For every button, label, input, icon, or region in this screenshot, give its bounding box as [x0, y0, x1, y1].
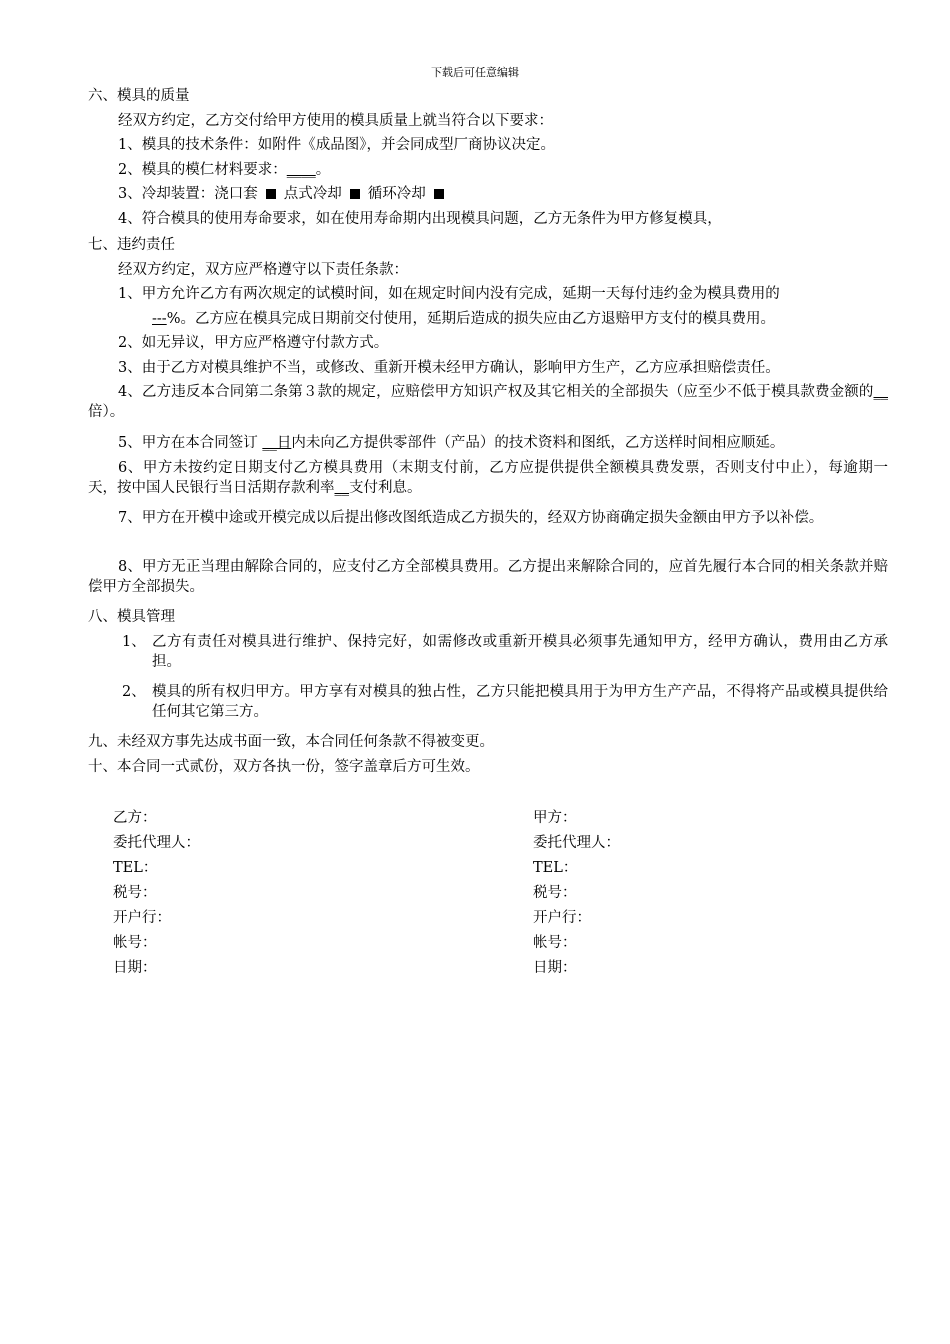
- section-7-intro: 经双方约定，双方应严格遵守以下责任条款：: [118, 262, 408, 278]
- item-6-text: 6、甲方未按约定日期支付乙方模具费用（末期支付前，乙方应提供提供全额模具费发票，否则支付中止），每逾期一天，按中国人民银行当日活期存款利率: [88, 460, 888, 496]
- section-8-item-2: 模具的所有权归甲方。甲方享有对模具的独占性，乙方只能把模具用于为甲方生产产品，不得将产品或模具提供给任何其它第三方。: [152, 684, 888, 720]
- filled-checkbox-icon: [266, 189, 276, 199]
- item-1-rest: %。乙方应在模具完成日期前交付使用，延期后造成的损失应由乙方退赔甲方支付的模具费用。: [166, 311, 775, 327]
- filled-checkbox-icon: [434, 189, 444, 199]
- sign-right-party: 甲方：: [533, 810, 577, 826]
- section-7-item-3: 3、由于乙方对模具维护不当，或修改、重新开模未经甲方确认，影响甲方生产，乙方应承担赔偿责任。: [118, 360, 780, 376]
- sign-left-bank: 开户行：: [113, 910, 171, 926]
- sign-left-agent: 委托代理人：: [113, 835, 200, 851]
- section-6-item-4: 4、符合模具的使用寿命要求，如在使用寿命期内出现模具问题，乙方无条件为甲方修复模具，: [118, 211, 722, 227]
- sign-right-bank: 开户行：: [533, 910, 591, 926]
- section-6-item-1: 1、模具的技术条件：如附件《成品图》，并会同成型厂商协议决定。: [118, 137, 555, 153]
- section-8-title: 八、模具管理: [88, 609, 175, 625]
- section-8-item-2-number: 2、: [122, 684, 146, 700]
- section-6-item-3: [118, 184, 918, 204]
- section-7-title: 七、违约责任: [88, 237, 175, 253]
- section-6-item-2: [118, 160, 918, 180]
- section-7-item-1-line-2: [152, 309, 950, 329]
- sign-left-tel: TEL：: [113, 860, 158, 876]
- option-spot-cooling: 点式冷却: [283, 186, 342, 202]
- sign-right-tel: TEL：: [533, 860, 578, 876]
- section-7-item-4: [88, 382, 888, 422]
- filled-checkbox-icon: [350, 189, 360, 199]
- sign-right-date: 日期：: [533, 960, 577, 976]
- section-7-item-1-line-1: 1、甲方允许乙方有两次规定的试模时间，如在规定时间内没有完成，延期一天每付违约金为模具费用的: [118, 286, 780, 302]
- item-3-label: 3、冷却装置：: [118, 186, 215, 202]
- section-6-intro: 经双方约定，乙方交付给甲方使用的模具质量上就当符合以下要求：: [118, 113, 553, 129]
- section-6-title: 六、模具的质量: [88, 88, 190, 104]
- item-2-text: 2、模具的模仁材料要求：: [118, 162, 287, 178]
- option-sprue-bush: 浇口套: [214, 186, 258, 202]
- section-7-item-7: 7、甲方在开模中途或开模完成以后提出修改图纸造成乙方损失的，经双方协商确定损失金额由甲方予以补偿。: [118, 510, 824, 526]
- item-6-end: 支付利息。: [349, 480, 422, 496]
- section-8-item-1: 乙方有责任对模具进行维护、保持完好，如需修改或重新开模具必须事先通知甲方，经甲方确认，费用由乙方承担。: [152, 634, 888, 670]
- item-6-blank: __: [334, 480, 349, 496]
- sign-left-tax-id: 税号：: [113, 885, 157, 901]
- section-10: 十、本合同一式贰份，双方各执一份，签字盖章后方可生效。: [88, 759, 480, 775]
- section-8-item-1-number: 1、: [122, 634, 146, 650]
- sign-left-date: 日期：: [113, 960, 157, 976]
- item-4-blank: __: [873, 384, 888, 400]
- option-circulating-cooling: 循环冷却: [367, 186, 426, 202]
- item-5-blank: __日: [262, 435, 292, 451]
- sign-right-tax-id: 税号：: [533, 885, 577, 901]
- sign-left-party: 乙方：: [113, 810, 157, 826]
- sign-left-account: 帐号：: [113, 935, 157, 951]
- item-4-end: 倍）。: [88, 404, 125, 420]
- item-5-rest: 内未向乙方提供零部件（产品）的技术资料和图纸，乙方送样时间相应顺延。: [291, 435, 785, 451]
- item-5-text: 5、甲方在本合同签订: [118, 435, 263, 451]
- section-7-item-6: [88, 458, 888, 498]
- item-1-blank: ---: [152, 311, 167, 327]
- item-2-blank: ____: [286, 162, 316, 178]
- item-4-text: 4、乙方违反本合同第二条第３款的规定，应赔偿甲方知识产权及其它相关的全部损失（应至少不低于模具款费金额的: [118, 384, 874, 400]
- section-7-item-5: [118, 433, 918, 453]
- item-2-end: 。: [315, 162, 331, 178]
- sign-right-account: 帐号：: [533, 935, 577, 951]
- sign-right-agent: 委托代理人：: [533, 835, 620, 851]
- section-9: 九、未经双方事先达成书面一致，本合同任何条款不得被变更。: [88, 734, 494, 750]
- header-note: 下载后可任意编辑: [431, 66, 519, 79]
- section-7-item-8: 8、甲方无正当理由解除合同的，应支付乙方全部模具费用。乙方提出来解除合同的，应首先履行本合同的相关条款并赔偿甲方全部损失。: [88, 559, 888, 595]
- section-7-item-2: 2、如无异议，甲方应严格遵守付款方式。: [118, 335, 389, 351]
